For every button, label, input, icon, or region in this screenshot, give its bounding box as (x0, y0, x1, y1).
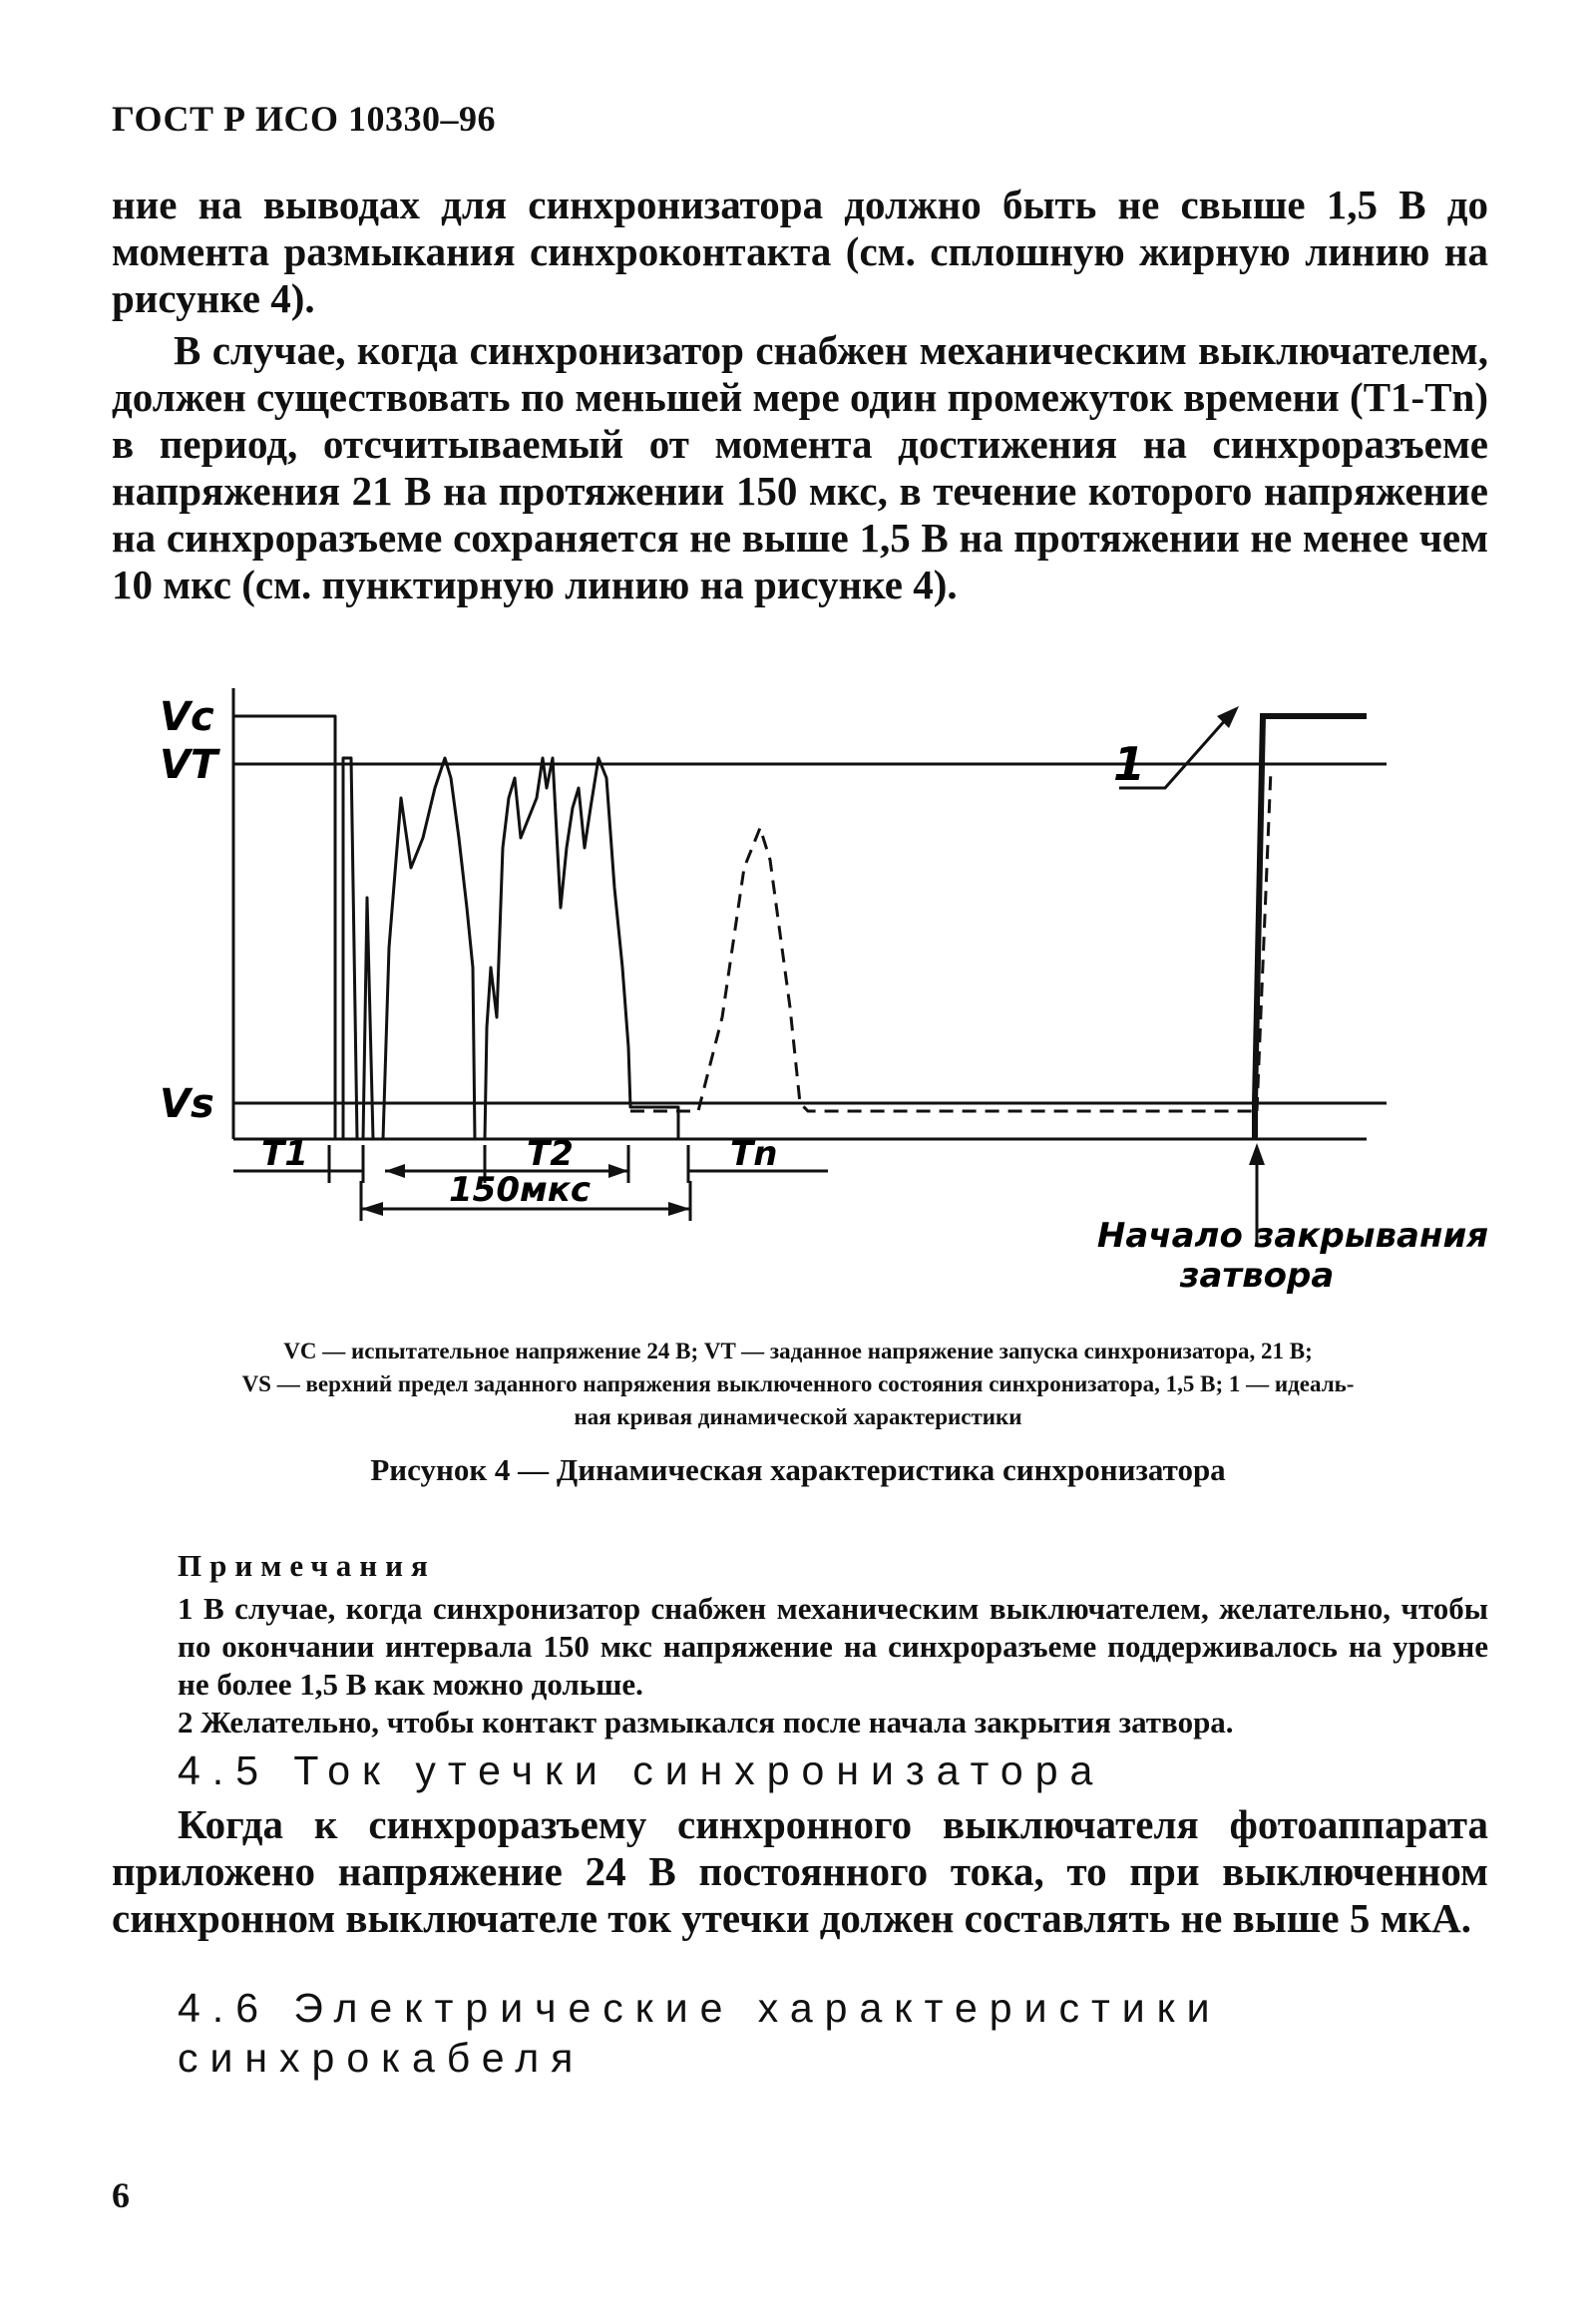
paragraph-2-text: В случае, когда синхронизатор снабжен механическим выключателем, должен существовать по меньшей мере один промежуток времени (T1-Tn) в период, отсчитываемый от момента достижения на синхроразъеме напряжения 21 В на протяжении 150 мкс, в течение которого напряжение на синхроразъеме сохраняется не выше 1,5 В на протяжении не менее чем 10 мкс (см. пунктирную линию на рисунке 4). (112, 327, 1488, 607)
tn-label: Tn (730, 1134, 778, 1174)
vs-label: Vs (160, 1081, 214, 1127)
dashed-curve (630, 828, 1257, 1111)
figure-legend (150, 1335, 1446, 1433)
page-number: 6 (112, 2175, 130, 2215)
section-4-6-title: 4.6 Электрические характеристики синхрокабеля (178, 1985, 1222, 2081)
t2-label: T2 (527, 1134, 574, 1174)
paragraph-1 (112, 182, 1488, 322)
legend-line-2: VS — верхний предел заданного напряжения выключенного состояния синхронизатора, 1,5 В; 1 — идеаль- (241, 1371, 1355, 1396)
timing-diagram (150, 688, 1489, 1307)
note-item-1: 1 В случае, когда синхронизатор снабжен механическим выключателем, желательно, чтобы по окончании интервала 150 мкс напряжение на синхроразъеме поддерживалось на уровне не более 1,5 В как можно дольше. (178, 1591, 1488, 1702)
figure-4 (150, 688, 1489, 1307)
paragraph-1-text: ние на выводах для синхронизатора должно быть не свыше 1,5 В до момента размыкания синхроконтакта (см. сплошную жирную линию на рисунке 4). (112, 182, 1488, 321)
notes-list (178, 1590, 1488, 1741)
section-4-5-body: Когда к синхроразъему синхронного выключателя фотоаппарата приложено напряжение 24 В постоянного тока, то при выключенном синхронном выключателе ток утечки должен составлять не выше 5 мкА. (112, 1801, 1488, 1941)
figure-caption: Рисунок 4 — Динамическая характеристика синхронизатора (370, 1452, 1226, 1487)
duration-arrow-right (668, 1202, 690, 1216)
paragraph-2 (112, 327, 1488, 608)
vc-label: Vc (160, 694, 214, 740)
t2-dim-arrow-right (608, 1164, 628, 1178)
notes-title: Примечания (178, 1548, 436, 1583)
vt-label: VT (160, 742, 218, 788)
section-4-5-title: 4.5 Ток утечки синхронизатора (178, 1747, 1105, 1793)
shutter-arrowhead (1249, 1143, 1265, 1165)
duration-arrow-left (361, 1202, 383, 1216)
actual-curve (233, 716, 678, 1139)
t2-dim-arrow-left (385, 1164, 405, 1178)
duration-label: 150мкс (449, 1170, 591, 1210)
curve-marker-label: 1 (1113, 737, 1146, 791)
legend-line-3: ная кривая динамической характеристики (574, 1404, 1022, 1429)
note-item-2: 2 Желательно, чтобы контакт размыкался после начала закрытия затвора. (178, 1705, 1234, 1740)
t1-label: T1 (261, 1134, 308, 1174)
shutter-label-line2: затвора (1179, 1256, 1335, 1296)
document-header: ГОСТ Р ИСО 10330–96 (112, 99, 496, 139)
shutter-label-line1: Начало закрывания (1096, 1216, 1489, 1256)
legend-line-1: VC — испытательное напряжение 24 В; VT — заданное напряжение запуска синхронизатора, 21 В; (283, 1339, 1313, 1363)
